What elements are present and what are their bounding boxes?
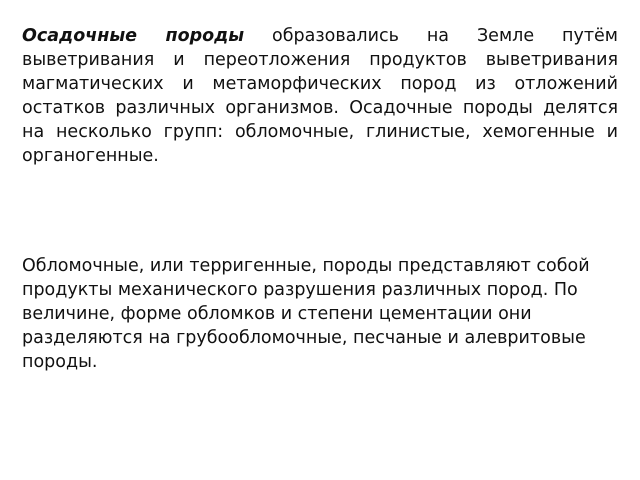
term-sedimentary-rocks: Осадочные породы xyxy=(22,26,245,46)
slide-content xyxy=(22,24,618,374)
paragraph-clastic-rocks: Обломочные, или терригенные, породы представляют собой продукты механического разрушения различных пород. По величине, форме обломков и степени цементации они разделяются на грубообломочные, песчаные и алевритовые породы. xyxy=(22,256,590,372)
paragraph-sedimentary-rocks-text: образовались на Земле путём выветривания и переотложения продуктов выветривания магматических и метаморфических пород из отложений остатков различных организмов. Осадочные породы делятся на несколько групп: обломочные, глинистые, хемогенные и органогенные. xyxy=(22,26,618,166)
paragraph-sedimentary-rocks xyxy=(22,24,618,168)
